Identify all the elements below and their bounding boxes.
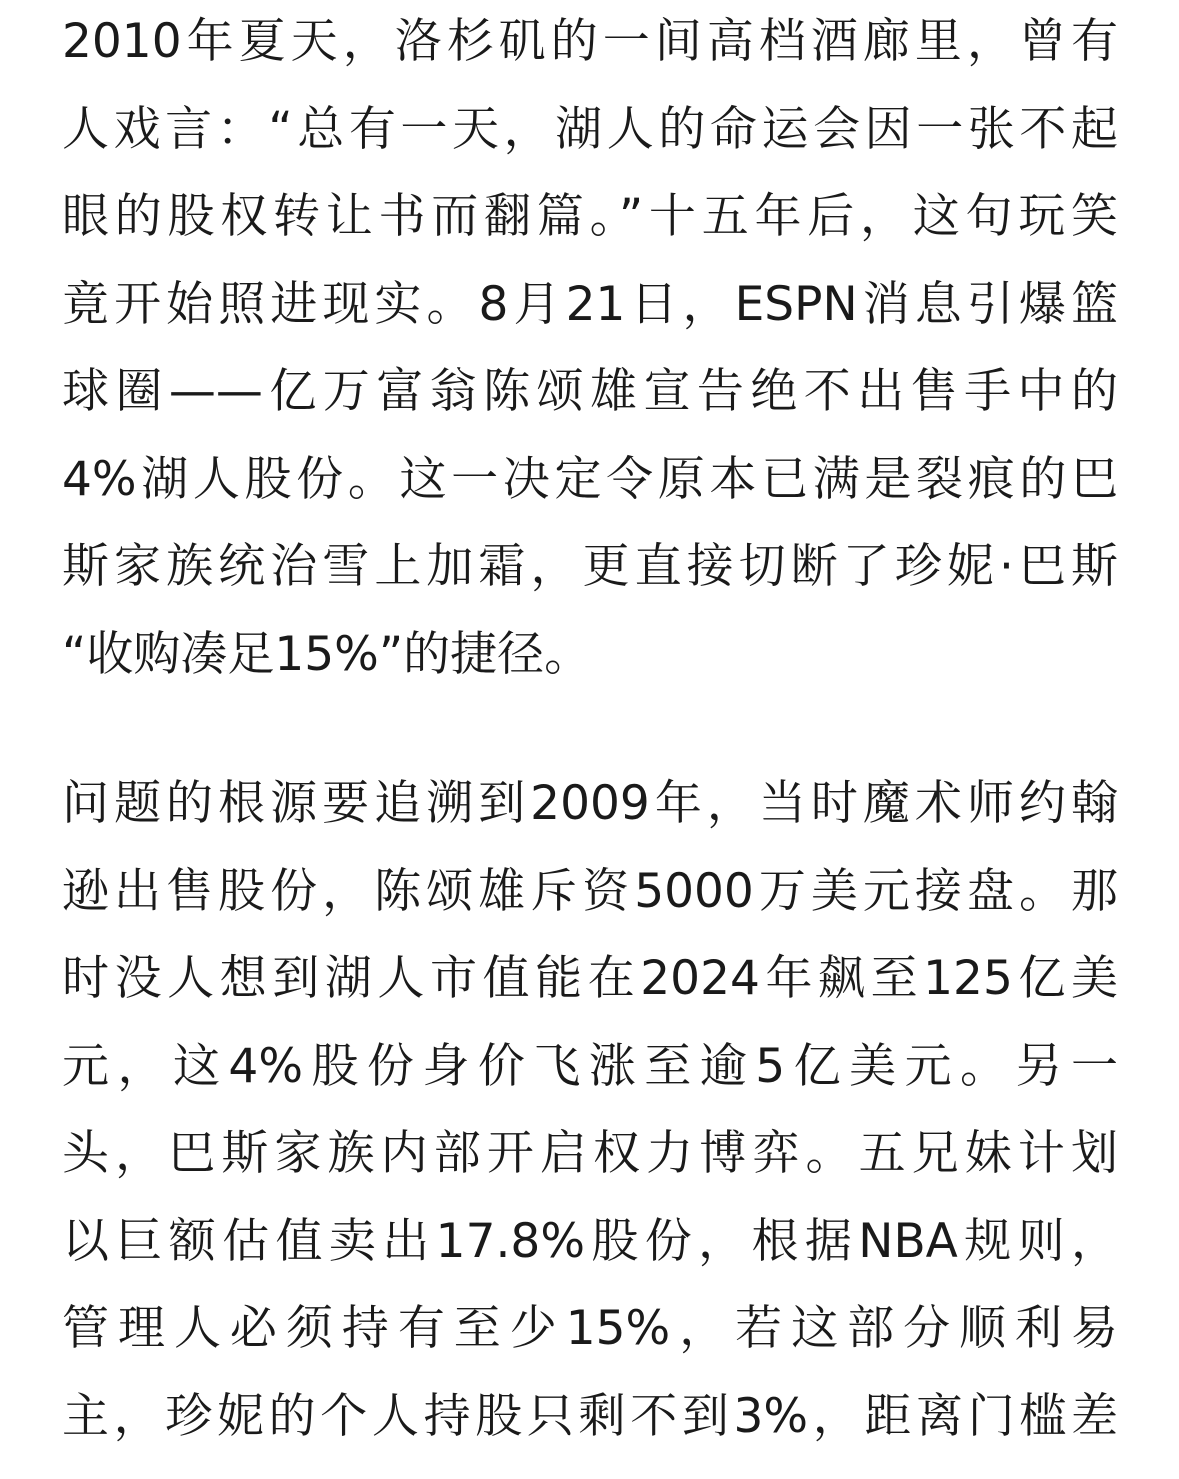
paragraph-1: [62, 0, 1118, 698]
text-line: 头，巴斯家族内部开启权力博弈。五兄妹计划: [62, 1126, 1118, 1181]
text-line: 球圈——亿万富翁陈颂雄宣告绝不出售手中的: [62, 364, 1118, 419]
text-line: 时没人想到湖人市值能在2024年飙至125亿美: [62, 951, 1118, 1006]
text-line: 斯家族统治雪上加霜，更直接切断了珍妮·巴斯: [62, 539, 1118, 594]
text-line: 管理人必须持有至少15%，若这部分顺利易: [62, 1301, 1118, 1356]
text-line: 元，这4%股份身价飞涨至逾5亿美元。另一: [62, 1038, 1118, 1094]
paragraph-2: [62, 760, 1118, 1460]
text-line: 4%湖人股份。这一决定令原本已满是裂痕的巴: [62, 451, 1118, 507]
text-line: 竟开始照进现实。8月21日，ESPN消息引爆篮: [62, 276, 1118, 332]
text-line: 逊出售股份，陈颂雄斥资5000万美元接盘。那: [62, 863, 1118, 919]
text-line: 人戏言：“总有一天，湖人的命运会因一张不起: [62, 101, 1118, 157]
text-line: 眼的股权转让书而翻篇。”十五年后，这句玩笑: [62, 189, 1118, 244]
text-line: “收购凑足15%”的捷径。: [62, 626, 592, 682]
text-line: 问题的根源要追溯到2009年，当时魔术师约翰: [62, 776, 1118, 831]
text-line: 主，珍妮的个人持股只剩不到3%，距离门槛差: [62, 1388, 1118, 1444]
text-line: 2010年夏天，洛杉矶的一间高档酒廊里，曾有: [62, 14, 1118, 69]
text-line: 以巨额估值卖出17.8%股份，根据NBA规则，: [62, 1213, 1118, 1269]
